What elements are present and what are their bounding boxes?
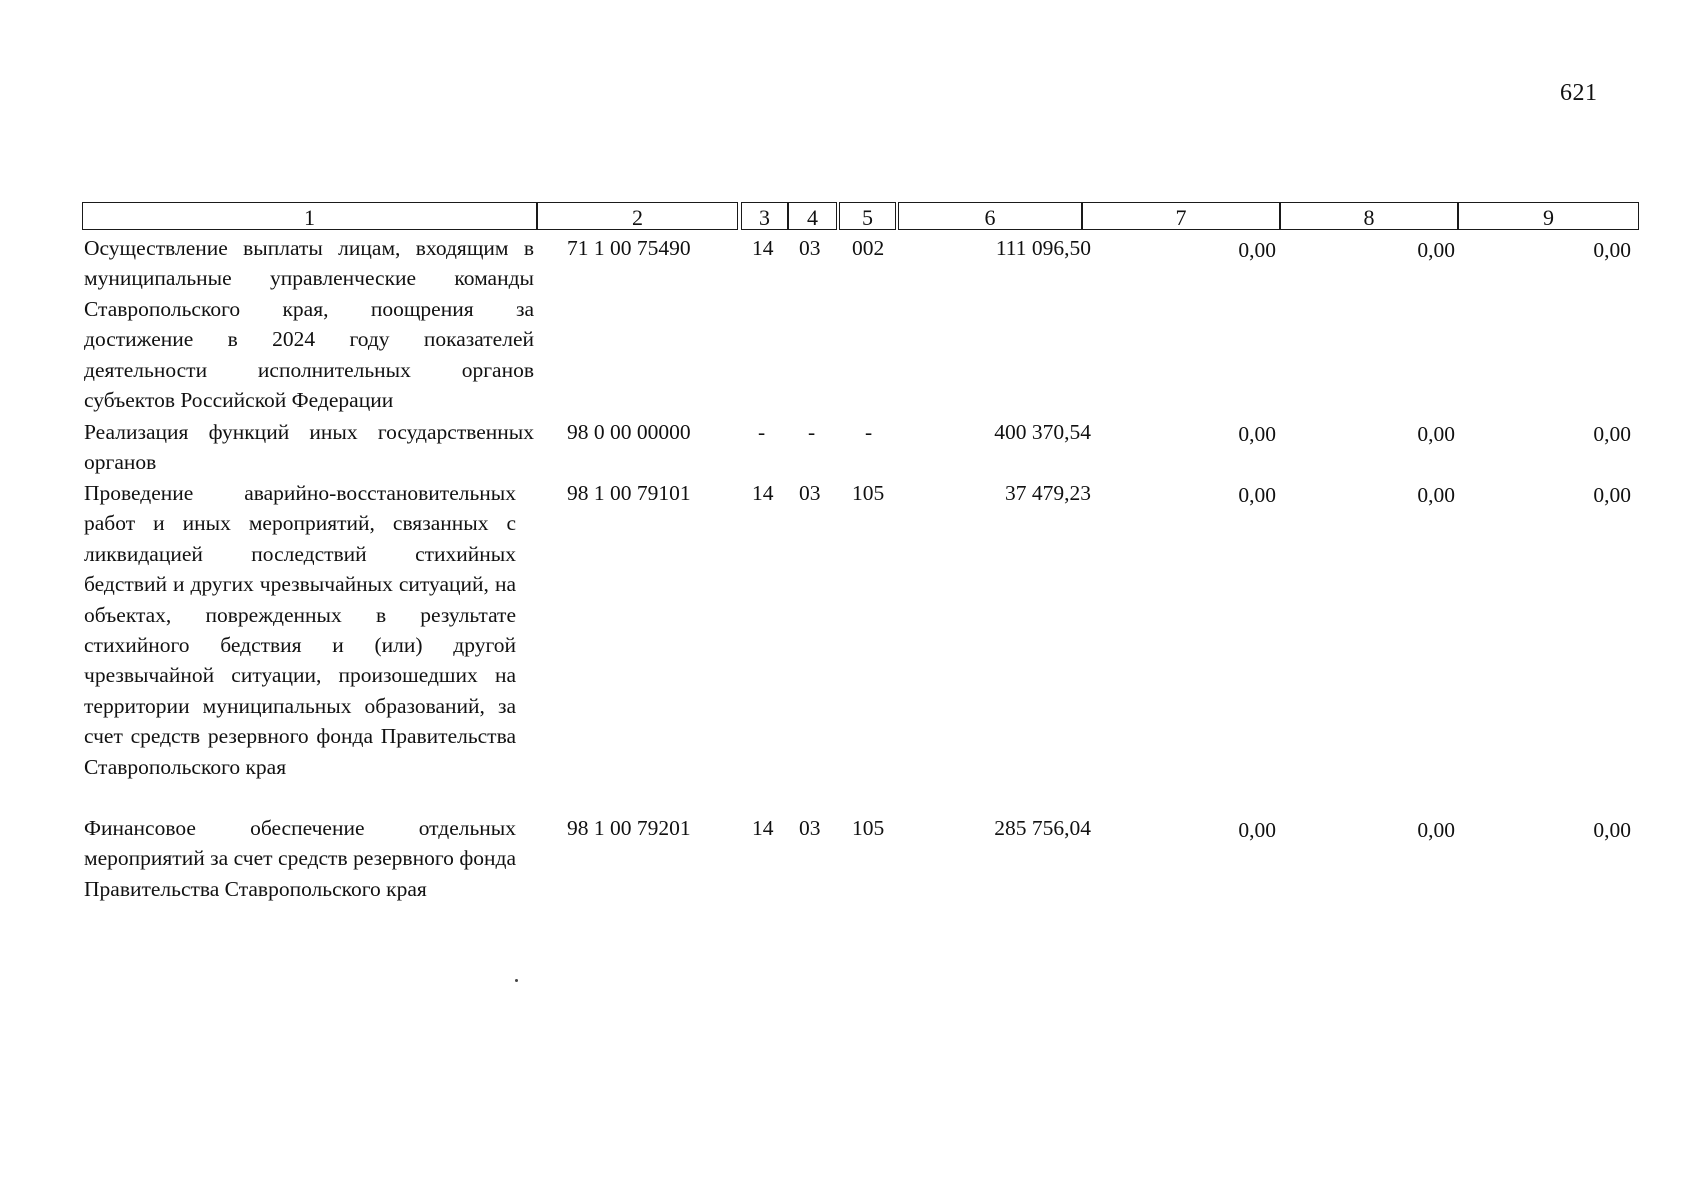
row-col-3: 14 — [752, 236, 774, 260]
row-col-5: 105 — [852, 481, 885, 505]
row-col-3: - — [758, 420, 766, 444]
row-col-8: 0,00 — [1417, 818, 1455, 842]
row-col-8: 0,00 — [1417, 483, 1455, 507]
row-col-6: 285 756,04 — [994, 816, 1091, 840]
header-col-5: 5 — [839, 202, 896, 230]
row-col-7: 0,00 — [1238, 818, 1276, 842]
header-col-1: 1 — [82, 202, 537, 230]
scan-speck — [515, 979, 518, 982]
row-name: Проведение аварийно-восстановительных работ и иных мероприятий, связанных с ликвидацией последствий стихийных бедствий и других чрезвычайных ситуаций, на объектах, поврежденных в результате стихийного бедствия и (или) другой чрезвычайной ситуации, произошедших на территории муниципальных образований, за счет средств резервного фонда Правительства Ставропольского края — [84, 481, 516, 779]
row-name: Осуществление выплаты лицам, входящим в муниципальные управленческие команды Ставропольского края, поощрения за достижение в 2024 году показателей деятельности исполнительных органов субъектов Российской Федерации — [84, 236, 534, 413]
row-name: Реализация функций иных государственных органов — [84, 420, 534, 475]
row-col-7: 0,00 — [1238, 422, 1276, 446]
row-col-6: 400 370,54 — [994, 420, 1091, 444]
header-col-7: 7 — [1082, 202, 1280, 230]
row-name: Финансовое обеспечение отдельных мероприятий за счет средств резервного фонда Правительства Ставропольского края — [84, 816, 516, 901]
row-col-5: 105 — [852, 816, 885, 840]
row-col-3: 14 — [752, 816, 774, 840]
row-col-4: 03 — [799, 481, 821, 505]
header-col-6: 6 — [898, 202, 1082, 230]
header-col-4: 4 — [788, 202, 837, 230]
header-col-9: 9 — [1458, 202, 1639, 230]
header-col-2: 2 — [537, 202, 738, 230]
row-col-9: 0,00 — [1593, 238, 1631, 262]
row-col-3: 14 — [752, 481, 774, 505]
row-code: 98 1 00 79101 — [567, 481, 691, 505]
row-code: 98 0 00 00000 — [567, 420, 691, 444]
row-code: 98 1 00 79201 — [567, 816, 691, 840]
row-col-9: 0,00 — [1593, 422, 1631, 446]
row-col-7: 0,00 — [1238, 238, 1276, 262]
row-col-4: 03 — [799, 236, 821, 260]
page-number: 621 — [1560, 80, 1598, 106]
row-code: 71 1 00 75490 — [567, 236, 691, 260]
header-col-3: 3 — [741, 202, 788, 230]
row-col-7: 0,00 — [1238, 483, 1276, 507]
row-col-9: 0,00 — [1593, 818, 1631, 842]
row-col-6: 111 096,50 — [995, 236, 1091, 260]
row-col-9: 0,00 — [1593, 483, 1631, 507]
row-col-5: 002 — [852, 236, 885, 260]
table-header — [82, 202, 1649, 234]
row-col-4: - — [808, 420, 816, 444]
header-col-8: 8 — [1280, 202, 1458, 230]
row-col-5: - — [865, 420, 873, 444]
row-col-8: 0,00 — [1417, 238, 1455, 262]
row-col-6: 37 479,23 — [1005, 481, 1091, 505]
row-col-4: 03 — [799, 816, 821, 840]
row-col-8: 0,00 — [1417, 422, 1455, 446]
